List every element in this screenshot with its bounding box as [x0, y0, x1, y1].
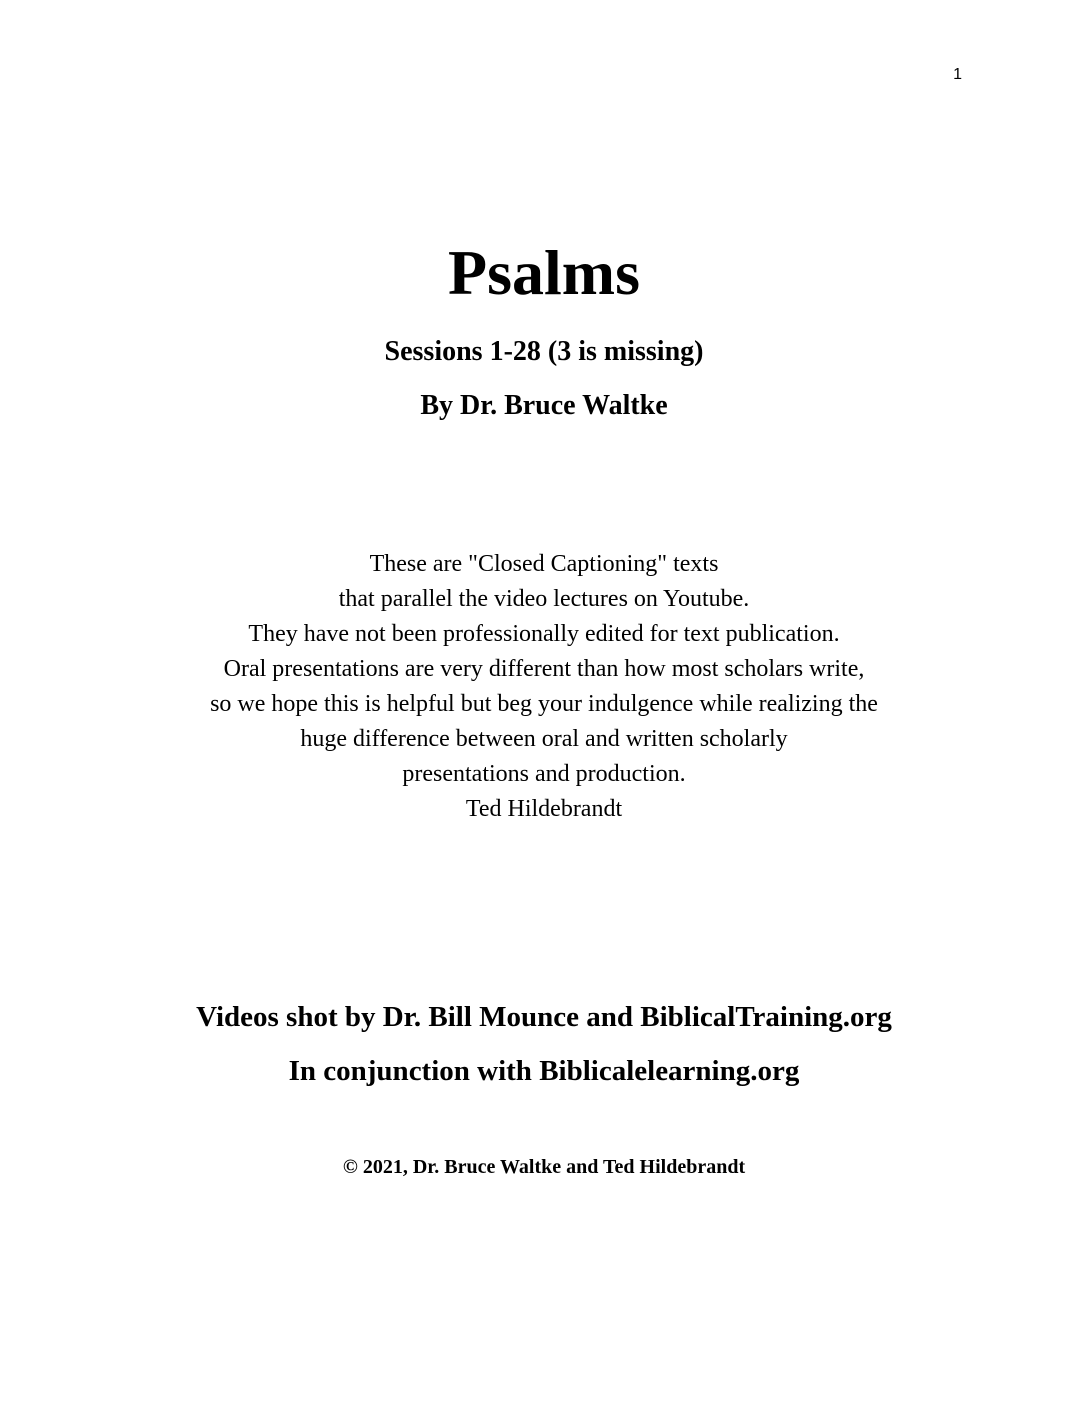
document-subtitle: Sessions 1-28 (3 is missing)	[384, 336, 704, 367]
page-number: 1	[953, 66, 962, 83]
video-credit: Videos shot by Dr. Bill Mounce and BiblicalTraining.org	[196, 1001, 892, 1033]
credits	[0, 990, 1088, 1098]
note-line: so we hope this is helpful but beg your indulgence while realizing the	[210, 691, 878, 717]
document-title: Psalms	[448, 237, 640, 308]
note-line: These are "Closed Captioning" texts	[369, 551, 719, 577]
document-author: By Dr. Bruce Waltke	[420, 390, 668, 421]
note-line: huge difference between oral and written scholarly	[300, 726, 788, 752]
note-line: Oral presentations are very different than how most scholars write,	[223, 656, 865, 682]
conjunction-credit: In conjunction with Biblicalelearning.org	[288, 1055, 800, 1087]
copyright-notice: © 2021, Dr. Bruce Waltke and Ted Hildebrandt	[342, 1156, 746, 1178]
captioning-note	[0, 547, 1088, 827]
note-signature: Ted Hildebrandt	[465, 796, 623, 822]
note-line: that parallel the video lectures on Youtube.	[338, 586, 750, 612]
note-line: presentations and production.	[402, 761, 686, 787]
note-line: They have not been professionally edited for text publication.	[248, 621, 840, 647]
